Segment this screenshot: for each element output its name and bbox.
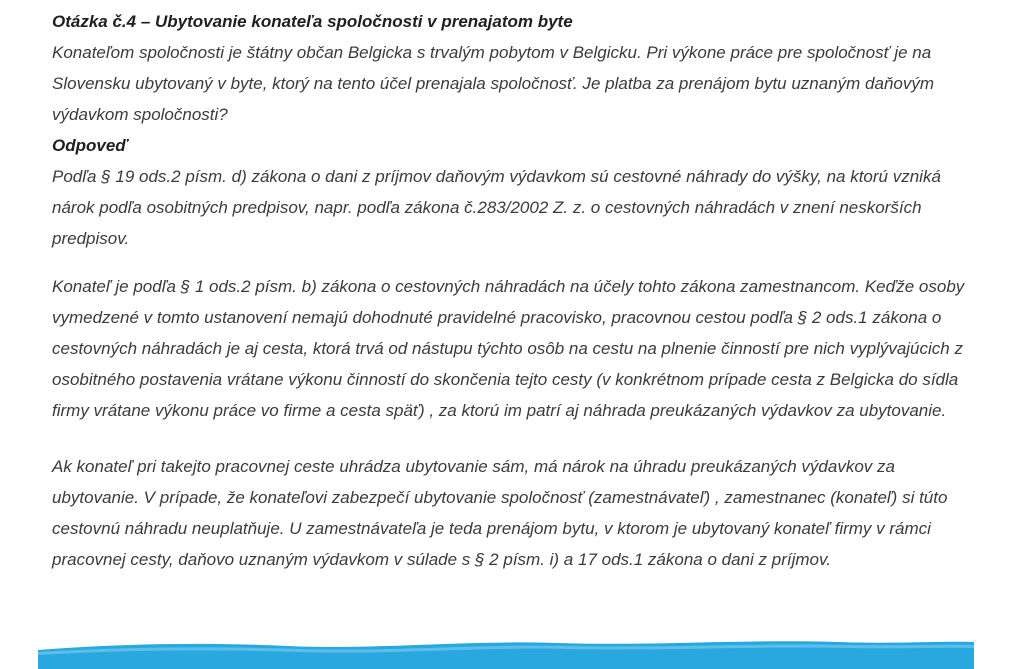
- answer-heading: Odpoveď: [52, 136, 128, 155]
- decorative-wave-footer: [38, 636, 974, 669]
- paragraph-spacer: [52, 426, 982, 451]
- question-title: Otázka č.4 – Ubytovanie konateľa spoločnosti v prenajatom byte: [52, 12, 573, 31]
- question-text: Konateľom spoločnosti je štátny občan Belgicka s trvalým pobytom v Belgicku. Pri výkone práce pre spoločnosť je na Slovensku ubytovaný v byte, ktorý na tento účel prenajala spoločnosť. Je platba za prenájom bytu uznaným daňovým výdavkom spoločnosti?: [52, 43, 935, 124]
- answer-paragraph-3: Ak konateľ pri takejto pracovnej ceste uhrádza ubytovanie sám, má nárok na úhradu preukázaných výdavkov za ubytovanie. V prípade, že konateľovi zabezpečí ubytovanie spoločnosť (zamestnávateľ) , zamestnanec (konateľ) si túto cestovnú náhradu neuplatňuje. U zamestnávateľa je teda prenájom bytu, v ktorom je ubytovaný konateľ firmy v rámci pracovnej cesty, daňovo uznaným výdavkom v súlade s § 2 písm. i) a 17 ods.1 zákona o dani z príjmov.: [52, 457, 948, 569]
- answer-paragraph-1: Podľa § 19 ods.2 písm. d) zákona o dani z príjmov daňovým výdavkom sú cestovné náhrady do výšky, na ktorú vzniká nárok podľa osobitných predpisov, napr. podľa zákona č.283/2002 Z. z. o cestovných náhradách v znení neskorších predpisov.: [52, 167, 941, 248]
- answer-paragraph-2: Konateľ je podľa § 1 ods.2 písm. b) zákona o cestovných náhradách na účely tohto zákona zamestnancom. Keďže osoby vymedzené v tomto ustanovení nemajú dohodnuté pravidelné pracovisko, pracovnou cestou podľa § 2 ods.1 zákona o cestovných náhradách je aj cesta, ktorá trvá od nástupu týchto osôb na cestu na plnenie činností pre nich vyplývajúcich z osobitného postavenia vrátane výkonu činností do skončenia tejto cesty (v konkrétnom prípade cesta z Belgicka do sídla firmy vrátane výkonu práce vo firme a cesta späť) , za ktorú im patrí aj náhrada preukázaných výdavkov za ubytovanie.: [52, 277, 965, 420]
- paragraph-spacer: [52, 254, 982, 271]
- article-body: [52, 6, 982, 575]
